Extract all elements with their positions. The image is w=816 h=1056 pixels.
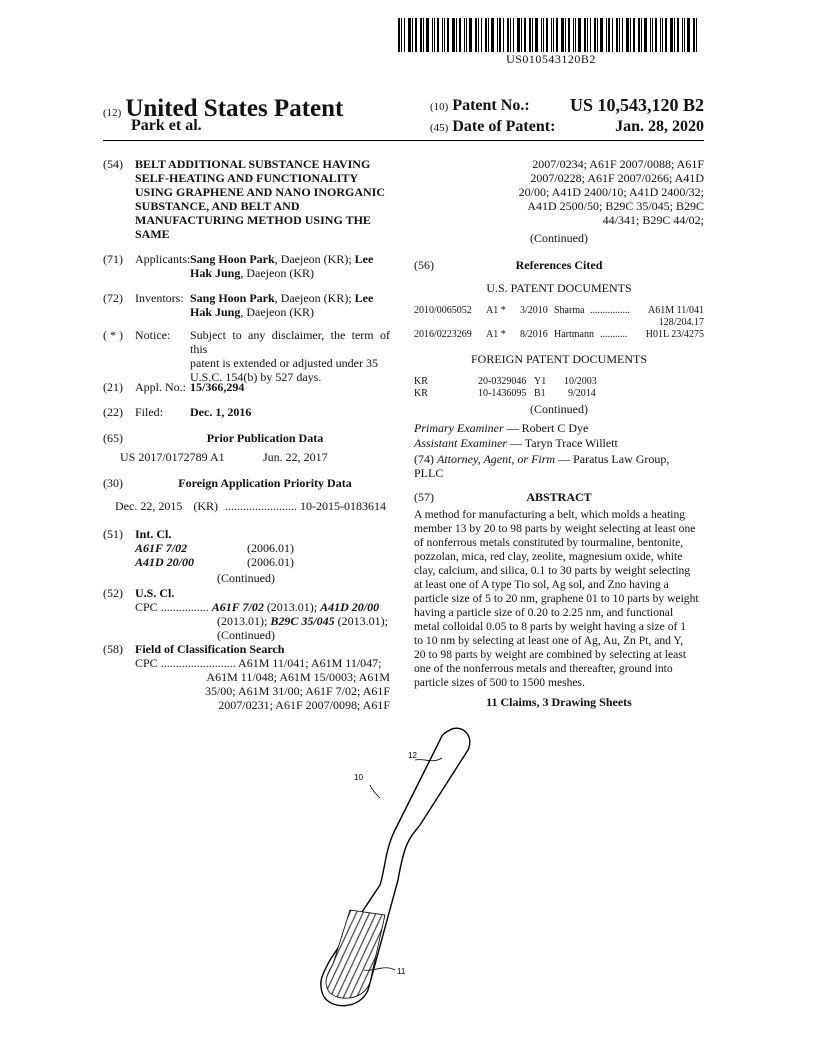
- refs-continued: (Continued): [530, 402, 588, 416]
- title-line: USING GRAPHENE AND NANO INORGANIC: [135, 185, 386, 199]
- uscl-continued: (Continued): [217, 628, 275, 642]
- code-56: (56): [414, 258, 434, 272]
- foreign-docs-heading: FOREIGN PATENT DOCUMENTS: [470, 352, 648, 366]
- inventor-name: Sang Hoon Park: [190, 291, 275, 305]
- barcode-bar: [469, 18, 472, 52]
- ref-date: 9/2014: [568, 388, 596, 399]
- priority-date: Dec. 22, 2015: [115, 499, 183, 513]
- us-ref-row: [414, 305, 704, 317]
- field-search-lines: [180, 670, 390, 712]
- inventor-name: Lee: [354, 291, 374, 305]
- barcode-bar: [693, 18, 695, 52]
- abstract-line: clay, calcium, and silica, 0.1 to 30 parts by weight selecting: [414, 564, 691, 577]
- applicant-location: , Daejeon (KR): [240, 266, 314, 280]
- code-45: (45): [430, 122, 449, 134]
- code-22: (22): [103, 405, 123, 419]
- intcl-continued: (Continued): [217, 571, 275, 585]
- code-65: (65): [103, 431, 123, 445]
- barcode-bar: [432, 18, 433, 52]
- claims-summary: 11 Claims, 3 Drawing Sheets: [486, 695, 632, 709]
- cpc-label: CPC: [135, 600, 158, 614]
- abstract-line: to 10 nm by selecting at least one of Ag, Au, Zn Pt, and Y,: [414, 634, 684, 647]
- patent-no-label: Patent No.:: [452, 97, 530, 114]
- barcode-bar: [408, 18, 411, 52]
- inventors-value: [190, 291, 395, 319]
- barcode-bar: [423, 18, 424, 52]
- filed-label: Filed:: [135, 405, 164, 419]
- barcode-bar: [398, 18, 400, 52]
- abstract-line: member 13 by 20 to 98 parts by weight selecting at least one: [414, 522, 696, 535]
- attorney-name: — Paratus Law Group,: [555, 452, 670, 466]
- ref-date: 8/2016: [520, 329, 548, 340]
- fcs-line: 20/00; A41D 2400/10; A41D 2400/32;: [518, 185, 704, 199]
- barcode-bar: [442, 18, 443, 52]
- doc-type: United States Patent: [125, 95, 344, 122]
- barcode-bar: [478, 18, 479, 52]
- inventors-label: Inventors:: [135, 291, 184, 305]
- belt-drawing: [300, 720, 500, 1020]
- barcode-bar: [696, 18, 697, 52]
- barcode-bar: [655, 18, 657, 52]
- barcode-bar: [452, 18, 455, 52]
- priority-row: [115, 499, 395, 513]
- barcode-bar: [456, 18, 457, 52]
- abstract-line: particle sizes of 500 to 1500 meshes.: [414, 676, 585, 689]
- filed-date: Dec. 1, 2016: [190, 405, 252, 419]
- ref-country: KR: [414, 388, 428, 399]
- primary-examiner-name: — Robert C Dye: [503, 421, 589, 435]
- barcode-bar: [437, 18, 439, 52]
- barcode-bar: [652, 18, 653, 52]
- ref-kind: A1 *: [486, 329, 506, 340]
- title-line: SAME: [135, 227, 170, 241]
- barcode-bar: [612, 18, 613, 52]
- abstract-heading: ABSTRACT: [526, 490, 592, 504]
- ref-country: KR: [414, 376, 428, 387]
- title-line: BELT ADDITIONAL SUBSTANCE HAVING: [135, 157, 371, 171]
- barcode-bar: [420, 18, 422, 52]
- abstract-line: of nonferrous metals constituted by tourmaline, bentonite,: [414, 536, 684, 549]
- barcode-number: US010543120B2: [506, 52, 596, 66]
- ref-class: H01L 23/4275: [645, 329, 704, 340]
- inventor-location: , Daejeon (KR): [240, 305, 314, 319]
- barcode-bar: [503, 18, 504, 52]
- barcode-bar: [497, 18, 498, 52]
- fcs-line: A61M 11/048; A61M 15/0003; A61M: [206, 670, 390, 684]
- foreign-ref-row: [414, 388, 704, 400]
- date-row: [430, 118, 704, 136]
- title-line: SELF-HEATING AND FUNCTIONALITY: [135, 171, 359, 185]
- cpc-version: (2013.01);: [217, 614, 271, 628]
- barcode-bar: [608, 18, 610, 52]
- code-74: (74): [414, 452, 434, 466]
- ref-kind: A1 *: [486, 305, 506, 316]
- refs-heading: References Cited: [515, 258, 603, 272]
- applicants-label: Applicants:: [135, 252, 191, 266]
- fcs-dots: .........................: [160, 656, 236, 670]
- patent-number: US 10,543,120 B2: [569, 95, 704, 115]
- cpc-class: A41D 20/00: [320, 600, 380, 614]
- ref-dots: ................: [590, 305, 630, 316]
- barcode-bar: [674, 18, 675, 52]
- code-71: (71): [103, 252, 123, 266]
- barcode-bar: [535, 18, 538, 52]
- ref-kind: Y1: [534, 376, 547, 387]
- barcode-bar: [568, 18, 570, 52]
- barcode-bar: [561, 18, 564, 52]
- cpc-version: (2013.01);: [263, 600, 321, 614]
- applicants-value: [190, 252, 395, 280]
- barcode-bar: [404, 18, 405, 52]
- ref-number: 20-0329046: [478, 376, 527, 387]
- uscl-cpc-line1: [135, 600, 400, 614]
- ref-class: A61M 11/041: [647, 305, 704, 316]
- abstract-line: particle size of 5 to 20 nm, graphene 01 to 10 parts by weight: [414, 592, 699, 605]
- barcode-bar: [594, 18, 596, 52]
- barcode-bar: [600, 18, 603, 52]
- barcode-bar: [616, 18, 618, 52]
- code-51: (51): [103, 527, 123, 541]
- priority-number: 10-2015-0183614: [300, 499, 386, 513]
- notice-text: [190, 328, 390, 384]
- intcl-code: A41D 20/00: [135, 555, 195, 569]
- barcode-bar: [464, 18, 465, 52]
- fcs-line: 2007/0231; A61F 2007/0098; A61F: [218, 698, 390, 712]
- barcode-bar: [551, 18, 552, 52]
- barcode-bar: [556, 18, 558, 52]
- code-10: (10): [430, 101, 449, 113]
- abstract-line: 20 to 98 parts by weight are combined by selecting at least: [414, 648, 687, 661]
- abstract-line: at least one of A type Tio sol, Ag sol, and Zno having a: [414, 578, 669, 591]
- inventor-short: Park et al.: [131, 117, 202, 134]
- ref-kind: B1: [534, 388, 546, 399]
- barcode-bar: [481, 18, 482, 52]
- barcode-bar: [619, 18, 620, 52]
- barcode-bar: [687, 18, 690, 52]
- barcode-bar: [546, 18, 548, 52]
- ref-name: Sharma: [554, 305, 585, 316]
- barcode-bar: [573, 18, 574, 52]
- label-11: 11: [397, 967, 406, 976]
- barcode-bar: [524, 18, 526, 52]
- barcode-bar: [543, 18, 544, 52]
- code-52: (52): [103, 586, 123, 600]
- uscl-cpc-line2: [217, 614, 388, 628]
- inventor-location: , Daejeon (KR);: [274, 291, 355, 305]
- barcode-bar: [584, 18, 586, 52]
- barcode-bar: [553, 18, 554, 52]
- patent-number-row: [430, 97, 704, 115]
- abstract-line: metal colloidal 0.05 to 8 parts by weight having a size of 1: [414, 620, 687, 633]
- fcs-line: 44/341; B29C 44/02;: [602, 213, 704, 227]
- barcode-bar: [590, 18, 591, 52]
- notice-line: Subject to any disclaimer, the term of this: [190, 328, 390, 356]
- primary-examiner-label: Primary Examiner: [414, 421, 504, 435]
- barcode-bar: [426, 18, 429, 52]
- patent-date: Jan. 28, 2020: [615, 118, 704, 135]
- ref-name: Hartmann: [554, 329, 594, 340]
- barcode-bar: [485, 18, 487, 52]
- applicant-name: Hak Jung: [190, 266, 241, 280]
- attorney: [414, 452, 704, 480]
- attorney-label: Attorney, Agent, or Firm: [437, 452, 556, 466]
- code-72: (72): [103, 291, 123, 305]
- code-21: (21): [103, 380, 123, 394]
- field-search-label: Field of Classification Search: [135, 642, 285, 656]
- prior-pub-date: Jun. 22, 2017: [263, 450, 328, 464]
- barcode-bar: [507, 18, 509, 52]
- barcode-bar: [475, 18, 477, 52]
- barcode-bar: [575, 18, 576, 52]
- prior-pub-number: US 2017/0172789 A1: [120, 450, 225, 464]
- abstract-line: A method for manufacturing a belt, which molds a heating: [414, 508, 686, 521]
- barcode-bar: [662, 18, 663, 52]
- foreign-ref-row: [414, 376, 704, 388]
- cpc-class: B29C 35/045: [270, 614, 335, 628]
- ref-number: 2010/0065052: [414, 305, 472, 316]
- barcode-bar: [513, 18, 514, 52]
- notice-label: Notice:: [135, 328, 171, 342]
- barcode-bar: [578, 18, 581, 52]
- barcode-bar: [644, 18, 647, 52]
- cpc-class: A61F 7/02: [211, 600, 264, 614]
- uscl-label: U.S. Cl.: [135, 586, 175, 600]
- barcode: [398, 18, 704, 52]
- barcode-bar: [466, 18, 467, 52]
- barcode-bar: [606, 18, 607, 52]
- abstract-text: [414, 508, 706, 690]
- barcode-bar: [622, 18, 623, 52]
- field-search-continued: (Continued): [530, 231, 588, 245]
- field-search-continuation: [470, 157, 704, 227]
- fcs-line: 2007/0234; A61F 2007/0088; A61F: [532, 157, 704, 171]
- title-line: SUBSTANCE, AND BELT AND: [135, 199, 300, 213]
- intcl-label: Int. Cl.: [135, 527, 172, 541]
- priority-country: (KR): [193, 499, 218, 513]
- prior-pub-heading: Prior Publication Data: [206, 431, 324, 445]
- notice-line: U.S.C. 154(b) by 527 days.: [190, 370, 322, 384]
- fcs-line: 35/00; A61M 31/00; A61F 7/02; A61F: [204, 684, 390, 698]
- cpc-dots: ................: [160, 600, 209, 614]
- foreign-priority-heading: Foreign Application Priority Data: [178, 476, 352, 490]
- barcode-bar: [650, 18, 651, 52]
- barcode-bar: [565, 18, 566, 52]
- barcode-bar: [401, 18, 402, 52]
- label-10: 10: [354, 773, 363, 782]
- fcs-cpc-label: CPC: [135, 656, 158, 670]
- ref-number: 10-1436095: [478, 388, 527, 399]
- ref-date: 3/2010: [520, 305, 548, 316]
- barcode-bar: [630, 18, 631, 52]
- barcode-bar: [447, 18, 449, 52]
- primary-examiner: [414, 421, 588, 435]
- barcode-bar: [682, 18, 683, 52]
- field-search-line1: [135, 656, 393, 670]
- cpc-version: (2013.01);: [334, 614, 388, 628]
- barcode-bar: [541, 18, 542, 52]
- intcl-code: A61F 7/02: [135, 541, 188, 555]
- ref-number: 2016/0223269: [414, 329, 472, 340]
- code-58: (58): [103, 642, 123, 656]
- applicant-name: Lee: [354, 252, 374, 266]
- barcode-bar: [459, 18, 461, 52]
- code-54: (54): [103, 157, 123, 171]
- barcode-bar: [529, 18, 531, 52]
- barcode-bar: [587, 18, 588, 52]
- ref-dots: ...........: [600, 329, 628, 340]
- barcode-bar: [684, 18, 685, 52]
- barcode-bar: [633, 18, 635, 52]
- intcl-version: (2006.01): [247, 555, 294, 569]
- barcode-bar: [444, 18, 445, 52]
- appl-label: Appl. No.:: [135, 380, 186, 394]
- barcode-bar: [499, 18, 501, 52]
- assistant-examiner-label: Assistant Examiner: [414, 436, 507, 450]
- barcode-bar: [517, 18, 520, 52]
- assistant-examiner: [414, 436, 618, 450]
- title-line: MANUFACTURING METHOD USING THE: [135, 213, 371, 227]
- barcode-bar: [491, 18, 494, 52]
- assistant-examiner-name: — Taryn Trace Willett: [507, 436, 618, 450]
- code-12: (12): [103, 107, 122, 119]
- fcs-line: 2007/0228; A61F 2007/0266; A41D: [530, 171, 704, 185]
- code-notice: ( * ): [103, 328, 123, 342]
- barcode-bar: [677, 18, 679, 52]
- code-30: (30): [103, 476, 123, 490]
- appl-number: 15/366,294: [190, 380, 245, 394]
- us-ref-row: [414, 329, 704, 341]
- us-docs-heading: U.S. PATENT DOCUMENTS: [486, 281, 632, 295]
- barcode-bar: [412, 18, 413, 52]
- label-12: 12: [408, 751, 417, 760]
- barcode-bar: [641, 18, 642, 52]
- inventor-name: Hak Jung: [190, 305, 241, 319]
- fcs-classes: A61M 11/041; A61M 11/047;: [238, 656, 382, 670]
- abstract-line: having a particle size of 0.20 to 2.25 nm, and functional: [414, 606, 674, 619]
- barcode-bar: [488, 18, 489, 52]
- abstract-line: pozzolan, mica, red clay, zeolite, magnesium oxide, white: [414, 550, 683, 563]
- date-label: Date of Patent:: [452, 118, 556, 135]
- ref-class-secondary: 128/204.17: [658, 317, 704, 328]
- barcode-bar: [670, 18, 673, 52]
- attorney-name: PLLC: [414, 466, 444, 480]
- intcl-version: (2006.01): [247, 541, 294, 555]
- barcode-bar: [532, 18, 533, 52]
- invention-title: [135, 157, 395, 241]
- notice-line: patent is extended or adjusted under 35: [190, 356, 378, 370]
- barcode-bar: [434, 18, 435, 52]
- barcode-bar: [626, 18, 629, 52]
- barcode-bar: [638, 18, 640, 52]
- barcode-bar: [665, 18, 667, 52]
- ref-date: 10/2003: [564, 376, 597, 387]
- barcode-bar: [521, 18, 522, 52]
- abstract-line: one of the nonferrous metals and thereafter, ground into: [414, 662, 673, 675]
- code-57: (57): [414, 490, 434, 504]
- barcode-bar: [660, 18, 661, 52]
- applicant-location: , Daejeon (KR);: [274, 252, 355, 266]
- fcs-line: A41D 2500/50; B29C 35/045; B29C: [527, 199, 704, 213]
- priority-dots: ........................: [225, 499, 297, 513]
- applicant-name: Sang Hoon Park: [190, 252, 275, 266]
- header-rule: [103, 140, 704, 141]
- barcode-bar: [510, 18, 511, 52]
- barcode-bar: [597, 18, 598, 52]
- barcode-bar: [415, 18, 417, 52]
